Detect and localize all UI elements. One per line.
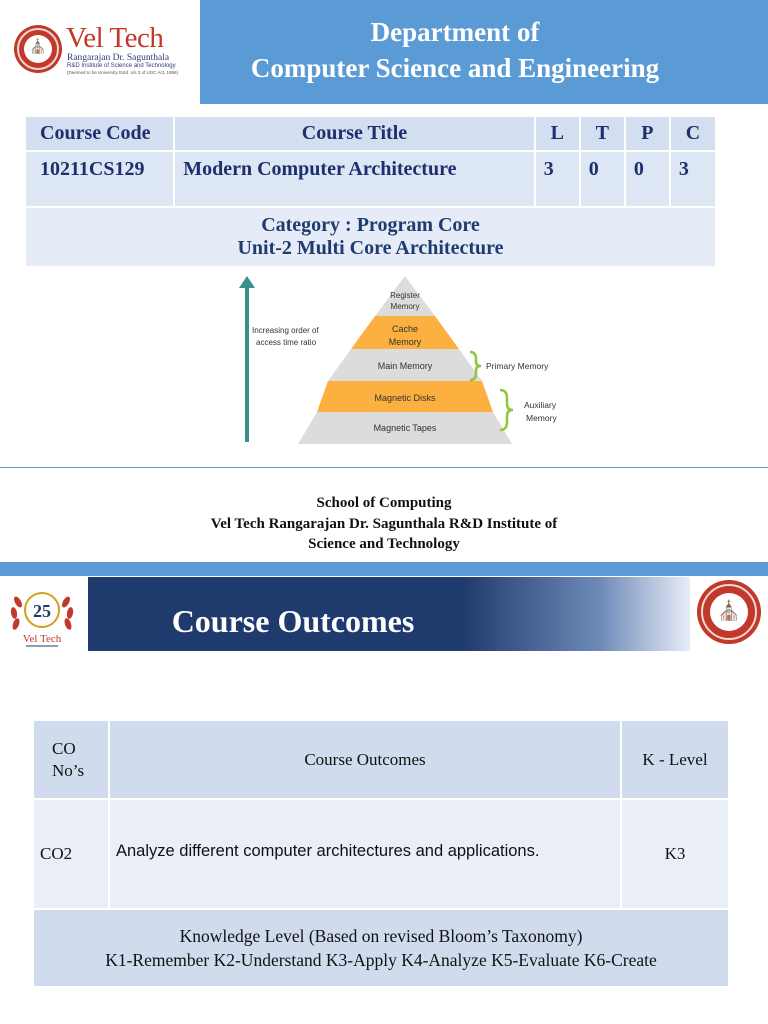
course-code-value: 10211CS129 <box>26 151 174 207</box>
c-value: 3 <box>670 151 715 207</box>
course-table <box>26 117 715 268</box>
university-seal-icon: ⛪ <box>14 25 62 73</box>
brand-subtitle-2: R&D Institute of Science and Technology <box>67 63 176 69</box>
anniversary-logo-icon <box>4 580 80 650</box>
auxiliary-memory-label-line2: Memory <box>526 413 557 423</box>
p-header: P <box>625 117 670 151</box>
t-header: T <box>580 117 625 151</box>
l-header: L <box>535 117 580 151</box>
knowledge-level-row <box>34 909 728 987</box>
slide2-top-bar <box>0 562 768 576</box>
level-disks: Magnetic Disks <box>374 393 436 403</box>
course-outcomes-table <box>34 721 728 988</box>
outcome-text: Analyze different computer architectures and applications. <box>109 799 621 909</box>
university-seal-icon-right: ⛪ <box>697 580 761 644</box>
c-header: C <box>670 117 715 151</box>
outcomes-header: Course Outcomes <box>109 721 621 799</box>
co-number: CO2 <box>34 799 109 909</box>
course-outcomes-title: Course Outcomes <box>171 603 415 639</box>
school-line3: Science and Technology <box>308 536 460 552</box>
department-header <box>0 0 768 104</box>
category-text: Category : Program Core <box>261 214 480 236</box>
p-value: 0 <box>625 151 670 207</box>
knowledge-level-list: K1-Remember K2-Understand K3-Apply K4-Analyze K5-Evaluate K6-Create <box>105 950 657 970</box>
course-table-row <box>26 151 715 207</box>
co-header-line1: CO <box>52 738 76 758</box>
brand-subtitle: Rangarajan Dr. Sagunthala <box>67 53 170 63</box>
course-title-header: Course Title <box>174 117 535 151</box>
table-row <box>34 799 728 909</box>
course-category-row <box>26 207 715 267</box>
k-level-value: K3 <box>621 799 728 909</box>
level-register-line1: Register <box>390 291 420 300</box>
knowledge-level-title: Knowledge Level (Based on revised Bloom’s Taxonomy) <box>179 926 583 946</box>
co-number-header <box>34 721 109 799</box>
department-title-line2: Computer Science and Engineering <box>250 53 660 83</box>
l-value: 3 <box>535 151 580 207</box>
k-level-header: K - Level <box>621 721 728 799</box>
arrow-label-line1: Increasing order of <box>252 326 319 335</box>
auxiliary-memory-brace <box>500 390 513 430</box>
anniversary-brand: Vel Tech <box>22 633 62 645</box>
knowledge-level-cell <box>34 909 728 987</box>
auxiliary-memory-label-line1: Auxiliary <box>524 400 557 410</box>
logo-area <box>0 0 200 104</box>
department-title-line1: Department of <box>370 17 540 47</box>
t-value: 0 <box>580 151 625 207</box>
course-table-header-row <box>26 117 715 151</box>
arrow-label-line2: access time ratio <box>256 338 317 347</box>
course-code-header: Course Code <box>26 117 174 151</box>
level-cache-line1: Cache <box>391 324 419 334</box>
course-category-cell <box>26 207 715 267</box>
primary-memory-label: Primary Memory <box>486 361 549 371</box>
level-main: Main Memory <box>377 361 433 371</box>
department-title <box>200 14 710 86</box>
course-title-value: Modern Computer Architecture <box>174 151 535 207</box>
memory-hierarchy-diagram <box>230 272 580 452</box>
unit-text: Unit-2 Multi Core Architecture <box>237 237 504 259</box>
outcomes-header-row <box>34 721 728 799</box>
level-tapes: Magnetic Tapes <box>373 423 437 433</box>
level-register-line2: Memory <box>390 302 420 311</box>
level-cache-line2: Memory <box>388 337 422 347</box>
brand-name: Vel Tech <box>66 22 164 54</box>
access-time-arrow-head <box>239 276 255 288</box>
school-line1: School of Computing <box>316 495 452 511</box>
school-line2: Vel Tech Rangarajan Dr. Sagunthala R&D Institute of <box>210 515 558 532</box>
co-header-line2: No’s <box>52 760 85 780</box>
slide-divider <box>0 467 768 468</box>
brand-subtitle-3: (Deemed to be University Estd. u/s 3 of UGC Act, 1956) <box>67 70 179 75</box>
anniversary-number: 25 <box>33 601 51 621</box>
school-footer <box>0 493 768 555</box>
